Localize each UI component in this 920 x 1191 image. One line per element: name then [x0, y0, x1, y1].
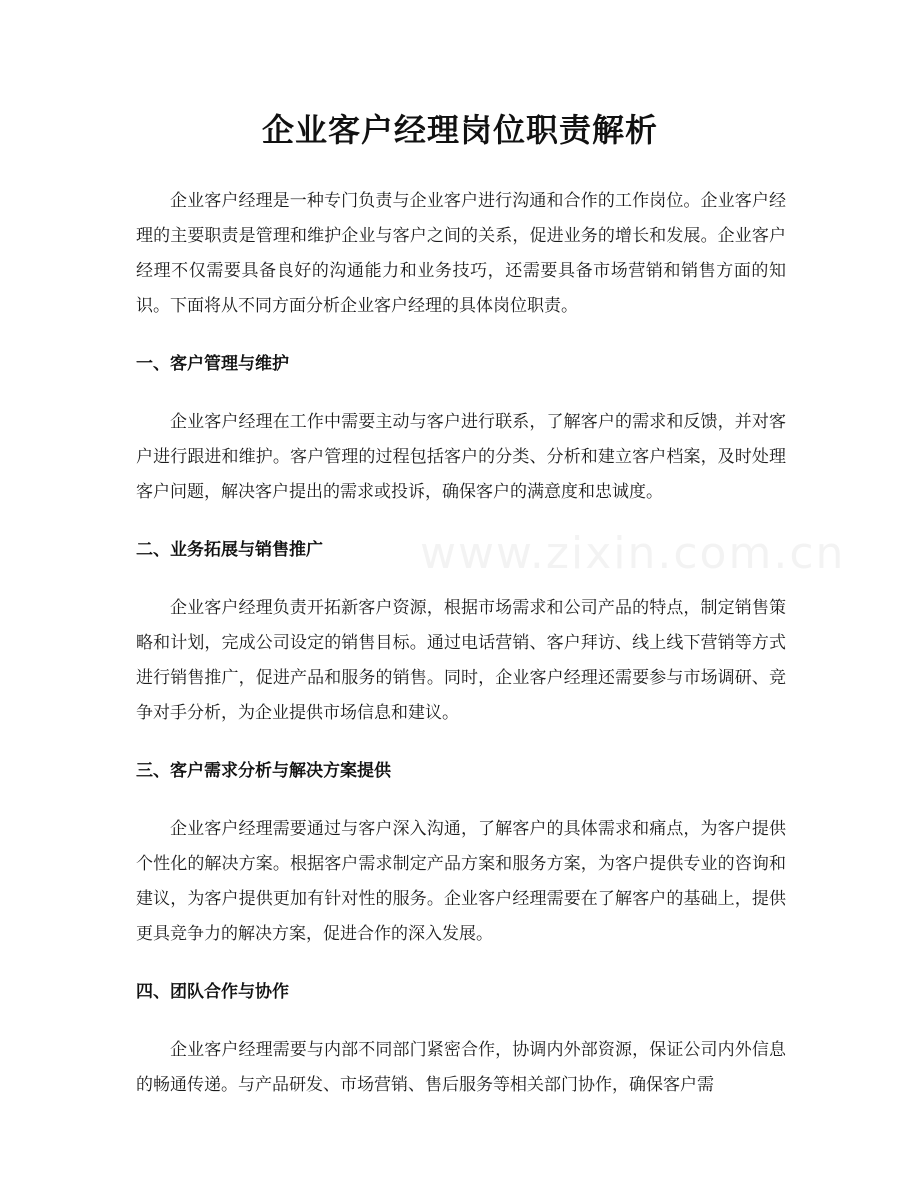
section-body-1: 企业客户经理在工作中需要主动与客户进行联系，了解客户的需求和反馈，并对客户进行跟进和维护。客户管理的过程包括客户的分类、分析和建立客户档案，及时处理客户问题，解决客户提出的需求或投诉，确保客户的满意度和忠诚度。 — [136, 412, 786, 502]
document-body — [136, 184, 786, 1103]
watermark: www.zixin.com.cn — [420, 528, 846, 579]
page-title: 企业客户经理岗位职责解析 — [261, 111, 658, 149]
section-body-3: 企业客户经理需要通过与客户深入沟通，了解客户的具体需求和痛点，为客户提供个性化的解决方案。根据客户需求制定产品方案和服务方案，为客户提供专业的咨询和建议，为客户提供更加有针对性的服务。企业客户经理需要在了解客户的基础上，提供更具竞争力的解决方案，促进合作的深入发展。 — [136, 819, 786, 944]
intro-paragraph: 企业客户经理是一种专门负责与企业客户进行沟通和合作的工作岗位。企业客户经理的主要职责是管理和维护企业与客户之间的关系，促进业务的增长和发展。企业客户经理不仅需要具备良好的沟通能力和业务技巧，还需要具备市场营销和销售方面的知识。下面将从不同方面分析企业客户经理的具体岗位职责。 — [136, 191, 786, 316]
section-body-2: 企业客户经理负责开拓新客户资源，根据市场需求和公司产品的特点，制定销售策略和计划，完成公司设定的销售目标。通过电话营销、客户拜访、线上线下营销等方式进行销售推广，促进产品和服务的销售。同时，企业客户经理还需要参与市场调研、竞争对手分析，为企业提供市场信息和建议。 — [136, 598, 786, 723]
section-heading-1: 一、客户管理与维护 — [136, 354, 289, 374]
section-heading-2: 二、业务拓展与销售推广 — [136, 540, 323, 560]
section-body-4: 企业客户经理需要与内部不同部门紧密合作，协调内外部资源，保证公司内外信息的畅通传递。与产品研发、市场营销、售后服务等相关部门协作，确保客户需 — [136, 1040, 786, 1095]
section-heading-3: 三、客户需求分析与解决方案提供 — [136, 761, 391, 781]
section-heading-4: 四、团队合作与协作 — [136, 982, 289, 1002]
